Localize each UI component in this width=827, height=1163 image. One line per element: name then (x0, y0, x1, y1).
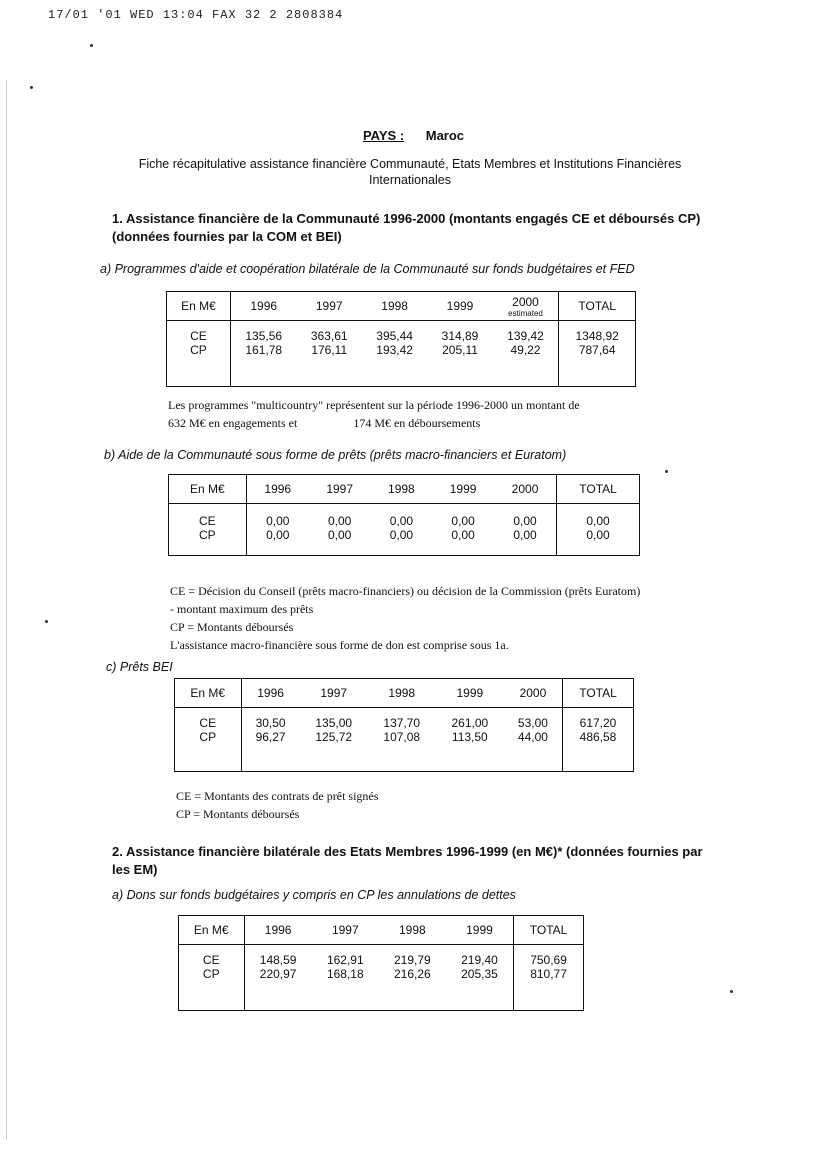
cell: 0,00 (327, 514, 352, 528)
table-header-row (169, 475, 640, 504)
cell: 219,40 (461, 953, 498, 967)
cell: 787,64 (578, 343, 616, 357)
country-label: PAYS : (362, 128, 405, 143)
section1c-title: c) Prêts BEI (106, 660, 173, 674)
section2-title: 2. Assistance financière bilatérale des Etats Membres 1996-1999 (en M€)* (données fournies par les EM) (112, 844, 703, 877)
cell: 30,50 (255, 716, 286, 730)
header-cell: 1997 (312, 916, 379, 945)
header-cell: 1999 (427, 292, 492, 321)
row-label: CP (199, 730, 217, 744)
cell: 261,00 (451, 716, 489, 730)
table-header-row (167, 292, 636, 321)
cell: 0,00 (389, 528, 414, 542)
cell: 49,22 (510, 343, 541, 357)
cell: 395,44 (376, 329, 413, 343)
header-cell (493, 292, 559, 321)
header-cell: TOTAL (559, 292, 636, 321)
row-label: CP (190, 343, 207, 357)
row-label: CE (202, 953, 220, 967)
cell: 53,00 (517, 716, 548, 730)
row-label: CE (190, 329, 207, 343)
cell: 139,42 (507, 329, 544, 343)
header-cell: 1996 (244, 916, 312, 945)
cell: 219,79 (393, 953, 431, 967)
section1b-title: b) Aide de la Communauté sous forme de prêts (prêts macro-financiers et Euratom) (104, 448, 567, 462)
section1-title: 1. Assistance financière de la Communauté 1996-2000 (montants engagés CE et déboursés CP) (données fournies par la COM et BEI) (112, 211, 701, 244)
country-value: Maroc (425, 128, 465, 143)
cell: 107,08 (383, 730, 421, 744)
cell: 135,56 (245, 329, 283, 343)
note-line: CP = Montants déboursés (170, 620, 294, 634)
header-cell: 1997 (309, 475, 371, 504)
table-2a (178, 915, 584, 1011)
scan-speck (90, 44, 93, 47)
header-cell: 1998 (368, 679, 436, 708)
cell: 0,00 (586, 528, 610, 542)
cell: 113,50 (451, 730, 488, 744)
header-cell: 2000 (504, 679, 563, 708)
table-1a (166, 291, 636, 387)
table-header-row (179, 916, 584, 945)
header-2000: 2000 (512, 294, 539, 309)
note-line: CP = Montants déboursés (176, 807, 300, 821)
cell: 162,91 (326, 953, 364, 967)
cell: 125,72 (315, 730, 353, 744)
note-line: Les programmes "multicountry" représentent sur la période 1996-2000 un montant de (168, 398, 580, 412)
note-line: - montant maximum des prêts (170, 602, 314, 616)
header-cell: 1996 (246, 475, 309, 504)
section1a-note (168, 396, 648, 432)
section1b-notes (170, 582, 730, 654)
row-label: CP (202, 967, 220, 981)
cell: 486,58 (579, 730, 617, 744)
cell: 0,00 (451, 514, 475, 528)
estimated-note: estimated (508, 308, 543, 318)
table-1b (168, 474, 640, 556)
table-1c (174, 678, 634, 772)
note-line: L'assistance macro-financière sous forme de don est comprise sous 1a. (170, 638, 509, 652)
cell: 168,18 (326, 967, 364, 981)
cell: 363,61 (310, 329, 348, 343)
scan-speck (730, 990, 733, 993)
scan-speck (30, 86, 33, 89)
cell: 0,00 (266, 528, 290, 542)
header-cell: TOTAL (514, 916, 584, 945)
scan-speck (45, 620, 48, 623)
cell: 44,00 (517, 730, 548, 744)
header-cell: 2000 (494, 475, 557, 504)
cell: 205,35 (461, 967, 498, 981)
section1c-notes (176, 787, 576, 823)
header-cell: 1999 (436, 679, 504, 708)
header-cell: 1997 (300, 679, 368, 708)
row-label: CE (199, 716, 217, 730)
scan-speck (665, 470, 668, 473)
header-cell: 1999 (446, 916, 514, 945)
cell: 617,20 (579, 716, 617, 730)
cell: 96,27 (255, 730, 286, 744)
cell: 810,77 (530, 967, 567, 981)
cell: 176,11 (311, 343, 348, 357)
row-label: CP (199, 528, 216, 542)
document-subtitle: Fiche récapitulative assistance financière Communauté, Etats Membres et Institutions Financières Internationales (138, 157, 682, 187)
cell: 0,00 (389, 514, 414, 528)
note-part: 632 M€ en engagements et (168, 416, 298, 430)
header-cell: 1998 (371, 475, 433, 504)
header-cell: 1998 (362, 292, 427, 321)
cell: 161,78 (245, 343, 283, 357)
row-label: CE (199, 514, 216, 528)
cell: 0,00 (586, 514, 610, 528)
header-cell: En M€ (167, 292, 231, 321)
header-cell: En M€ (175, 679, 242, 708)
header-cell: 1997 (297, 292, 362, 321)
section2a-title: a) Dons sur fonds budgétaires y compris en CP les annulations de dettes (112, 888, 516, 902)
fax-header: 17/01 '01 WED 13:04 FAX 32 2 2808384 (48, 8, 344, 22)
cell: 220,97 (259, 967, 297, 981)
note-line: CE = Décision du Conseil (prêts macro-financiers) ou décision de la Commission (prêts Euratom) (170, 584, 641, 598)
cell: 750,69 (530, 953, 567, 967)
table-header-row (175, 679, 634, 708)
header-cell: En M€ (169, 475, 247, 504)
note-part: 174 M€ en déboursements (353, 416, 481, 430)
cell: 0,00 (513, 528, 537, 542)
page-margin-line (6, 80, 7, 1140)
header-cell: En M€ (179, 916, 245, 945)
table-row (179, 945, 584, 1011)
header-cell: 1996 (230, 292, 296, 321)
note-line: CE = Montants des contrats de prêt signés (176, 789, 379, 803)
header-cell: TOTAL (557, 475, 640, 504)
cell: 205,11 (442, 343, 478, 357)
cell: 0,00 (327, 528, 352, 542)
table-row (169, 504, 640, 556)
table-row (167, 321, 636, 387)
section1a-title: a) Programmes d'aide et coopération bilatérale de la Communauté sur fonds budgétaires et FED (100, 262, 635, 276)
header-cell: 1999 (432, 475, 494, 504)
header-cell: 1998 (379, 916, 446, 945)
cell: 0,00 (266, 514, 290, 528)
cell: 0,00 (513, 514, 537, 528)
cell: 216,26 (393, 967, 431, 981)
cell: 137,70 (383, 716, 421, 730)
cell: 148,59 (259, 953, 297, 967)
cell: 1348,92 (575, 329, 619, 343)
cell: 0,00 (451, 528, 475, 542)
table-row (175, 708, 634, 772)
cell: 135,00 (315, 716, 353, 730)
header-cell: TOTAL (563, 679, 634, 708)
country-line (0, 128, 827, 143)
header-cell: 1996 (241, 679, 300, 708)
cell: 193,42 (376, 343, 413, 357)
cell: 314,89 (441, 329, 479, 343)
note-line (168, 414, 648, 432)
